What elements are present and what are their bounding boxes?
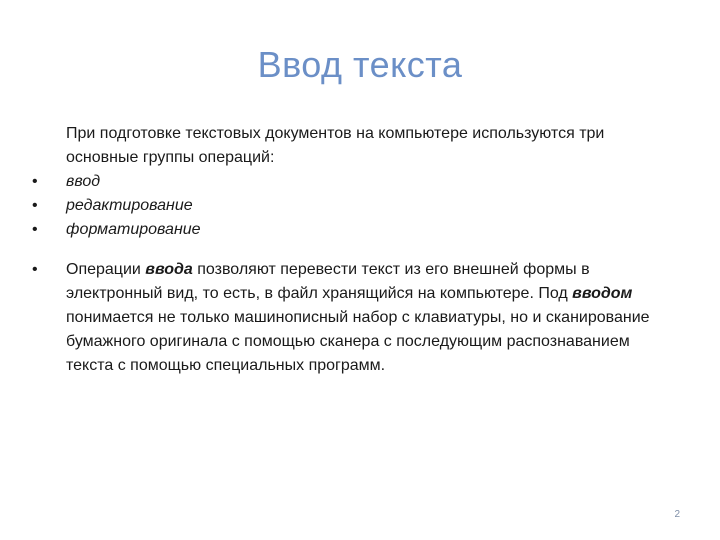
operations-list xyxy=(30,170,680,242)
paragraph-term-2: вводом xyxy=(572,285,633,302)
operation-formatting: форматирование xyxy=(66,221,201,238)
description-paragraph xyxy=(30,258,680,378)
intro-text: При подготовке текстовых документов на компьютере используются три основные группы операций: xyxy=(66,125,605,166)
paragraph-part-3: понимается не только машинописный набор с клавиатуры, но и сканирование бумажного оригинала с помощью сканера с последующим распознаванием текста с помощью специальных программ. xyxy=(66,309,650,374)
slide-title: Ввод текста xyxy=(257,44,463,85)
operation-input: ввод xyxy=(66,173,101,190)
paragraph-term-1: ввода xyxy=(145,261,193,278)
list-item xyxy=(30,194,680,218)
list-item xyxy=(30,170,680,194)
page-number: 2 xyxy=(674,509,680,520)
description-list xyxy=(30,258,680,378)
paragraph-part-2: позволяют перевести текст из его внешней формы в электронный вид, то есть, в файл хранящийся на компьютере. Под xyxy=(66,261,590,302)
paragraph-part-1: Операции xyxy=(66,261,146,278)
slide-content xyxy=(30,122,680,378)
operation-editing: редактирование xyxy=(66,197,193,214)
list-item xyxy=(30,218,680,242)
spacer xyxy=(30,242,680,258)
